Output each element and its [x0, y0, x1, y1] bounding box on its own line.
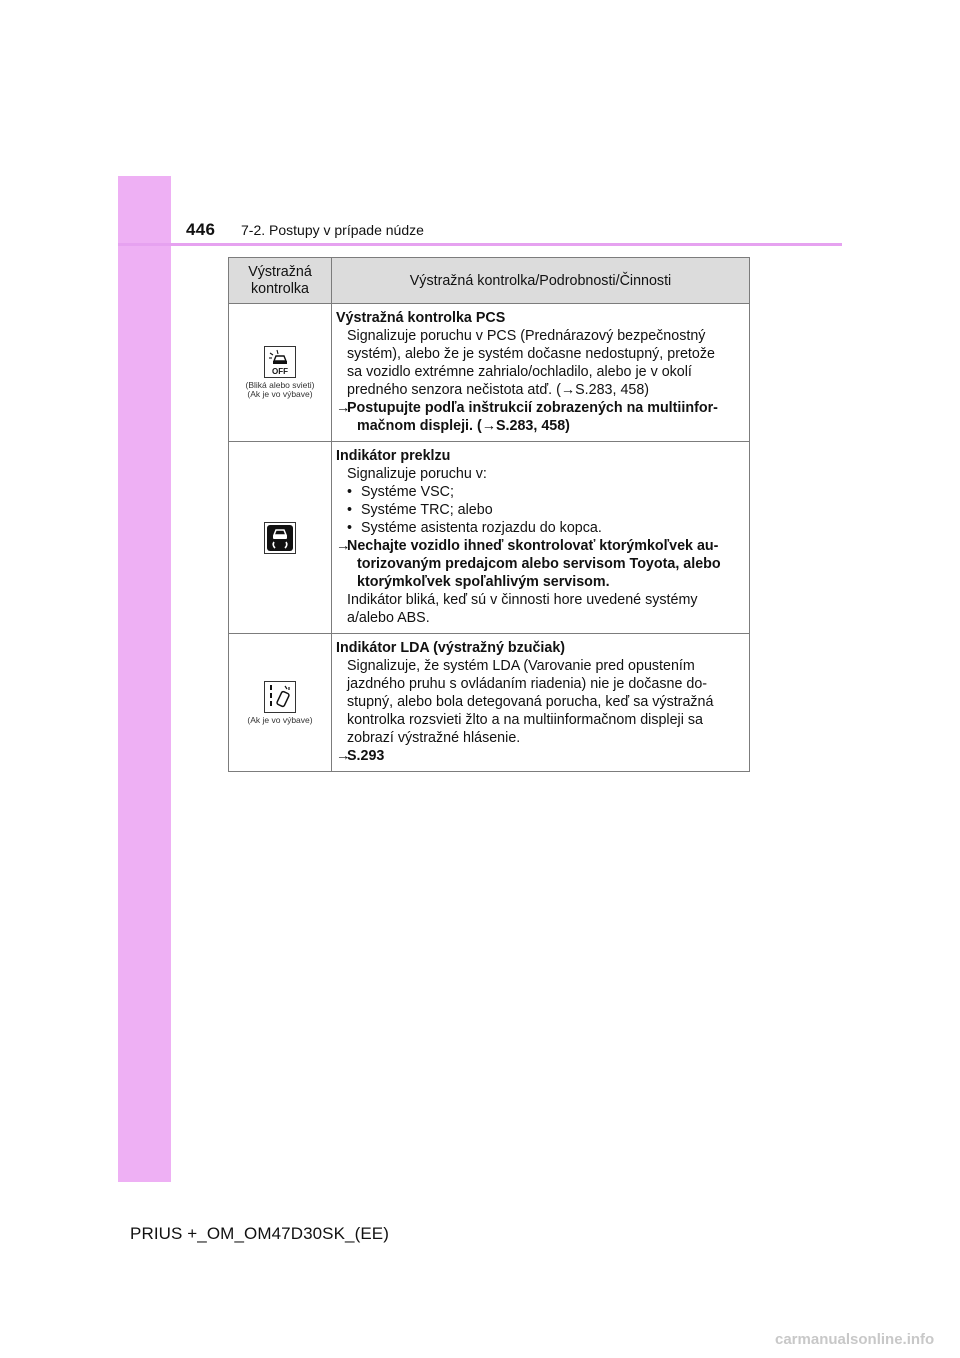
chapter-sidebar-tab	[118, 176, 171, 1182]
column-header-light: Výstražná kontrolka	[229, 258, 332, 304]
arrow-icon: →	[336, 400, 351, 416]
section-title: 7-2. Postupy v prípade núdze	[241, 222, 424, 238]
description-line: Signalizuje poruchu v PCS (Prednárazový bezpečnostný	[347, 328, 706, 344]
description-line: jazdného pruhu s ovládaním riadenia) nie je dočasne do-	[347, 676, 708, 692]
icon-note-equipment: (Ak je vo výbave)	[247, 389, 313, 399]
note-line: a/alebo ABS.	[347, 610, 430, 626]
icon-note-blink: (Bliká alebo svieti)	[245, 380, 315, 390]
list-item-text: Systéme VSC;	[361, 484, 454, 500]
arrow-icon: →	[336, 538, 351, 554]
table-row	[229, 442, 750, 634]
icon-cell	[229, 304, 332, 442]
warning-lights-table	[228, 257, 750, 772]
row-title: Výstražná kontrolka PCS	[336, 310, 506, 326]
action-continuation: mačnom displeji. (→S.283, 458)	[357, 418, 570, 434]
site-watermark[interactable]: carmanualsonline.info	[775, 1331, 935, 1348]
pcs-off-label: OFF	[272, 367, 288, 376]
description-line: predného senzora nečistota atď. (→S.283, 458)	[347, 382, 650, 398]
description-line: sa vozidlo extrémne zahrialo/ochladilo, alebo je v okolí	[347, 364, 692, 380]
action-continuation: torizovaným predajcom alebo servisom Toyota, alebo	[357, 556, 721, 572]
lda-warning-icon	[264, 681, 296, 713]
details-cell	[332, 304, 750, 442]
icon-cell	[229, 442, 332, 634]
description-line: kontrolka rozsvieti žlto a na multiinformačnom displeji sa	[347, 712, 703, 728]
page-number: 446	[186, 220, 216, 239]
list-item-text: Systéme asistenta rozjazdu do kopca.	[361, 520, 602, 536]
description-line: systém), alebo že je systém dočasne nedostupný, pretože	[347, 346, 715, 362]
action-line	[336, 747, 749, 765]
action-continuation: ktorýmkoľvek spoľahlivým servisom.	[357, 574, 610, 590]
arrow-icon: →	[336, 748, 351, 764]
row-title: Indikátor preklzu	[336, 448, 451, 464]
action-text: Nechajte vozidlo ihneď skontrolovať ktorýmkoľvek au-	[347, 538, 719, 554]
description-line: Signalizuje poruchu v:	[347, 466, 487, 482]
action-text: Postupujte podľa inštrukcií zobrazených na multiinfor-	[347, 400, 718, 416]
action-line	[336, 399, 749, 417]
action-line	[336, 537, 749, 555]
details-cell	[332, 442, 750, 634]
icon-cell	[229, 634, 332, 772]
document-code: PRIUS +_OM_OM47D30SK_(EE)	[130, 1224, 390, 1243]
list-item: • Systéme TRC; alebo	[347, 502, 493, 518]
row-title: Indikátor LDA (výstražný bzučiak)	[336, 640, 566, 656]
table-row	[229, 634, 750, 772]
action-text: S.293	[347, 748, 385, 764]
note-line: Indikátor bliká, keď sú v činnosti hore uvedené systémy	[347, 592, 698, 608]
slip-indicator-icon	[264, 522, 296, 554]
list-item: • Systéme asistenta rozjazdu do kopca.	[347, 520, 602, 536]
description-line: stupný, alebo bola detegovaná porucha, keď sa výstražná	[347, 694, 714, 710]
pcs-off-icon	[264, 346, 296, 378]
list-item: • Systéme VSC;	[347, 484, 454, 500]
column-header-details: Výstražná kontrolka/Podrobnosti/Činnosti	[332, 258, 750, 304]
table-row	[229, 304, 750, 442]
description-line: zobrazí výstražné hlásenie.	[347, 730, 521, 746]
description-line: Signalizuje, že systém LDA (Varovanie pred opustením	[347, 658, 695, 674]
list-item-text: Systéme TRC; alebo	[361, 502, 493, 518]
details-cell	[332, 634, 750, 772]
header-divider	[118, 243, 842, 246]
icon-note-equipment: (Ak je vo výbave)	[247, 714, 313, 725]
table-header-row	[229, 258, 750, 304]
